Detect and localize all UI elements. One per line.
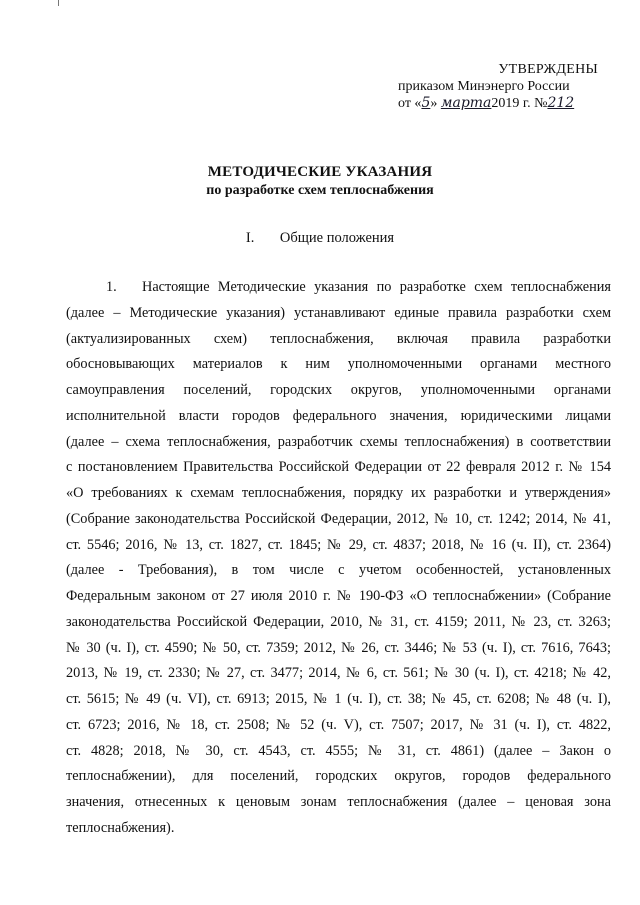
section-title: Общие положения bbox=[279, 230, 395, 246]
paragraph-line: обосновывающих материалов к ним уполномоченными органами местного bbox=[66, 356, 611, 373]
paragraph-line-text: Настоящие Методические указания по разработке схем теплоснабжения bbox=[142, 279, 611, 295]
paragraph-line: ст. 4828; 2018, № 30, ст. 4543, ст. 4555; № 31, ст. 4861) (далее – Закон о bbox=[66, 742, 611, 759]
date-suffix: 2019 г. № bbox=[491, 96, 548, 111]
approval-heading: УТВЕРЖДЕНЫ bbox=[498, 62, 598, 77]
paragraph-line: самоуправления поселений, городских округов, уполномоченными органами bbox=[66, 382, 611, 398]
document-title: МЕТОДИЧЕСКИЕ УКАЗАНИЯ bbox=[207, 164, 433, 180]
paragraph-line: (далее – схема теплоснабжения, разработчик схемы теплоснабжения) в соответствии bbox=[66, 433, 611, 450]
approval-order-line: приказом Минэнерго России bbox=[398, 79, 570, 94]
paragraph-line: (далее – Методические указания) устанавливают единые правила разработки схем bbox=[66, 304, 611, 321]
paragraph-line: ст. 5615; № 49 (ч. VI), ст. 6913; 2015, № 1 (ч. I), ст. 38; № 45, ст. 6208; № 48 (ч. I), bbox=[66, 691, 611, 707]
paragraph-line: (Собрание законодательства Российской Федерации, 2012, № 10, ст. 1242; 2014, № 41, bbox=[66, 510, 611, 527]
paragraph-line: значения, отнесенных к ценовым зонам теплоснабжения (далее – ценовая зона bbox=[66, 794, 611, 810]
document-subtitle: по разработке схем теплоснабжения bbox=[206, 183, 434, 198]
scan-edge-mark bbox=[58, 0, 59, 6]
paragraph-line bbox=[66, 275, 611, 301]
paragraph-line: «О требованиях к схемам теплоснабжения, порядку их разработки и утверждения» bbox=[66, 485, 611, 501]
date-mid: » bbox=[430, 96, 438, 111]
paragraph-1 bbox=[66, 275, 611, 842]
handwritten-order-number: 212 bbox=[547, 95, 575, 111]
paragraph-line: теплоснабжения). bbox=[66, 819, 175, 836]
paragraph-line: ст. 5546; 2016, № 13, ст. 1827, ст. 1845; № 29, ст. 4837; 2018, № 16 (ч. II), ст. 2364) bbox=[66, 536, 611, 553]
paragraph-line: Федеральным законом от 27 июля 2010 г. № 190-ФЗ «О теплоснабжении» (Собрание bbox=[66, 588, 611, 604]
paragraph-line: 2013, № 19, ст. 2330; № 27, ст. 3477; 2014, № 6, ст. 561; № 30 (ч. I), ст. 4218; № 42, bbox=[66, 665, 611, 682]
paragraph-number: 1. bbox=[106, 279, 117, 295]
paragraph-line: теплоснабжении), для поселений, городских округов, городов федерального bbox=[66, 768, 611, 785]
paragraph-line: исполнительной власти городов федерального значения, юридическими лицами bbox=[66, 407, 611, 424]
approval-block bbox=[398, 61, 608, 112]
paragraph-line: (далее - Требования), в том числе с учетом особенностей, установленных bbox=[66, 562, 611, 579]
paragraph-line: (актуализированных схем) теплоснабжения, включая правила разработки bbox=[66, 330, 611, 347]
handwritten-month: марта bbox=[440, 95, 492, 111]
date-prefix: от « bbox=[398, 96, 422, 111]
paragraph-line: ст. 6723; 2016, № 18, ст. 2508; № 52 (ч. V), ст. 7507; 2017, № 31 (ч. I), ст. 4822, bbox=[66, 716, 611, 733]
section-number: I. bbox=[245, 230, 255, 246]
handwritten-day: 5 bbox=[421, 95, 431, 111]
paragraph-line: законодательства Российской Федерации, 2010, № 31, ст. 4159; 2011, № 23, ст. 3263; bbox=[66, 613, 611, 630]
paragraph-line: с постановлением Правительства Российской Федерации от 22 февраля 2012 г. № 154 bbox=[66, 459, 611, 476]
paragraph-line: № 30 (ч. I), ст. 4590; № 50, ст. 7359; 2012, № 26, ст. 3446; № 53 (ч. I), ст. 7616, 7643; bbox=[66, 639, 611, 656]
approval-date-line bbox=[398, 95, 608, 112]
section-heading bbox=[0, 229, 640, 247]
